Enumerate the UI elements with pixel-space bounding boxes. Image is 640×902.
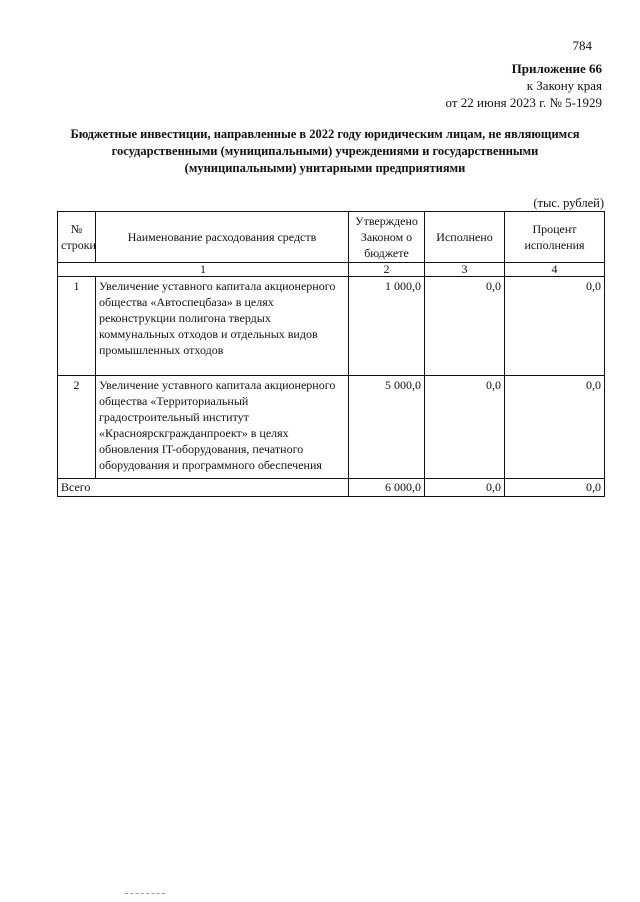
- total-approved: 6 000,0: [349, 479, 425, 497]
- header-executed: Исполнено: [425, 212, 505, 263]
- appendix-block: [446, 60, 602, 111]
- row-approved: 1 000,0: [349, 277, 425, 376]
- total-row: [58, 479, 605, 497]
- table-row: [58, 376, 605, 479]
- row-percent: 0,0: [505, 376, 605, 479]
- row-executed: 0,0: [425, 277, 505, 376]
- budget-table: [57, 211, 605, 497]
- row-percent: 0,0: [505, 277, 605, 376]
- row-executed: 0,0: [425, 376, 505, 479]
- header-name: Наименование расходования средств: [96, 212, 349, 263]
- row-approved: 5 000,0: [349, 376, 425, 479]
- row-name: Увеличение уставного капитала акционерного общества «Автоспецбаза» в целях реконструкции полигона твердых коммунальных отходов и отдельных видов промышленных отходов: [96, 277, 349, 376]
- appendix-title: Приложение 66: [511, 61, 602, 76]
- page-number: 784: [572, 38, 592, 53]
- title-line: Бюджетные инвестиции, направленные в 2022 году юридическим лицам, не являющимся: [70, 127, 580, 141]
- appendix-law-ref: к Закону края: [526, 78, 602, 93]
- document-title: [40, 126, 610, 177]
- title-line: государственными (муниципальными) учреждениями и государственными: [111, 144, 539, 158]
- col-index: 3: [425, 263, 505, 277]
- row-num: 1: [58, 277, 96, 376]
- row-name: Увеличение уставного капитала акционерного общества «Территориальный градостроительный институт «Красноярскгражданпроект» в целях обновления IT-оборудования, печатного оборудования и программного обеспечения: [96, 376, 349, 479]
- table-header-row: [58, 212, 605, 263]
- column-index-row: [58, 263, 605, 277]
- row-num: 2: [58, 376, 96, 479]
- title-line: (муниципальными) унитарными предприятиями: [184, 161, 466, 175]
- total-label: Всего: [58, 479, 349, 497]
- table-row: [58, 277, 605, 376]
- col-index: 4: [505, 263, 605, 277]
- total-executed: 0,0: [425, 479, 505, 497]
- header-num: № строки: [58, 212, 96, 263]
- unit-note: (тыс. рублей): [533, 196, 604, 210]
- header-approved: Утверждено Законом о бюджете: [349, 212, 425, 263]
- appendix-law-date: от 22 июня 2023 г. № 5-1929: [445, 95, 602, 110]
- footer-mark: [125, 893, 165, 894]
- col-index: 1: [58, 263, 349, 277]
- header-percent: Процент исполнения: [505, 212, 605, 263]
- col-index: 2: [349, 263, 425, 277]
- total-percent: 0,0: [505, 479, 605, 497]
